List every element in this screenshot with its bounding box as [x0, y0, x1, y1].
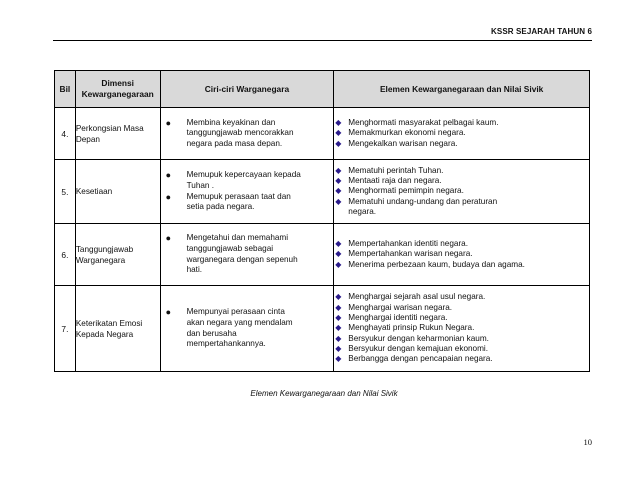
list-item-text-line: Menerima perbezaan kaum, budaya dan agama.: [348, 259, 525, 269]
list-item: [334, 354, 589, 364]
document-header-title: KSSR SEJARAH TAHUN 6: [491, 27, 592, 36]
list-item-text-line: Berbangga dengan pencapaian negara.: [348, 354, 493, 364]
dimension-text-line: Perkongsian Masa: [75, 123, 144, 133]
header-bil: Bil: [55, 71, 76, 108]
list-item-text-line: tanggungjawab sebagai: [186, 243, 274, 253]
bullet-circle-icon: ●: [165, 233, 172, 244]
list-item: [161, 307, 334, 349]
citizen-traits-list: [161, 170, 334, 212]
list-item-text-line: Menghargai sejarah asal usul negara.: [348, 292, 486, 302]
list-item: [334, 186, 589, 196]
civic-elements-cell: [334, 224, 590, 286]
civic-elements-list: [334, 292, 589, 364]
list-item-text-line: Mentaati raja dan negara.: [348, 176, 442, 186]
bullet-diamond-icon: ◆: [335, 354, 342, 364]
dimension-text-line: Warganegara: [75, 255, 126, 265]
bullet-diamond-icon: ◆: [335, 259, 342, 269]
civic-elements-list: [334, 166, 589, 217]
header-dimensi-line1: Dimensi: [101, 78, 134, 88]
list-item-text-line: Bersyukur dengan kemajuan ekonomi.: [348, 343, 489, 353]
dimension-cell: [75, 286, 160, 372]
list-item-text-line: Mengetahui dan memahami: [186, 233, 289, 243]
bullet-diamond-icon: ◆: [335, 249, 342, 259]
header-ciri: Ciri-ciri Warganegara: [160, 71, 334, 108]
dimension-text-line: Depan: [75, 134, 100, 144]
table-header-row: [55, 71, 590, 108]
dimension-text-line: Kepada Negara: [75, 329, 134, 339]
table-row: [55, 224, 590, 286]
list-item-text-line: Mempertahankan warisan negara.: [348, 249, 473, 259]
bullet-diamond-icon: ◆: [335, 323, 342, 333]
list-item: [334, 176, 589, 186]
list-item: [161, 233, 334, 275]
bullet-diamond-icon: ◆: [335, 313, 342, 323]
citizen-traits-list: [161, 233, 334, 275]
page-number: 10: [583, 437, 592, 447]
dimension-text-line: Keterikatan Emosi: [75, 318, 143, 328]
list-item-text-line: Tuhan .: [186, 180, 215, 190]
citizen-traits-list: [161, 307, 334, 349]
bullet-diamond-icon: ◆: [335, 343, 342, 353]
citizen-traits-cell: [160, 224, 334, 286]
list-item-text-line: Mempertahankan identiti negara.: [348, 239, 468, 249]
list-item-text-line: Mempunyai perasaan cinta: [186, 307, 285, 317]
list-item: [334, 323, 589, 333]
row-number: 6.: [55, 224, 76, 286]
dimension-cell: [75, 108, 160, 160]
bullet-diamond-icon: ◆: [335, 118, 342, 128]
header-divider: [53, 40, 592, 41]
list-item-text-line: Menghormati pemimpin negara.: [348, 186, 464, 196]
list-item-text-line: akan negara yang mendalam: [186, 317, 293, 327]
bullet-diamond-icon: ◆: [335, 165, 342, 175]
civic-elements-cell: [334, 286, 590, 372]
list-item-text-line: Menghargai warisan negara.: [348, 302, 453, 312]
list-item: [161, 170, 334, 191]
header-dimensi: [75, 71, 160, 108]
list-item-text-line: hati.: [186, 265, 203, 275]
list-item: [334, 344, 589, 354]
bullet-diamond-icon: ◆: [335, 128, 342, 138]
civic-elements-cell: [334, 160, 590, 224]
list-item: [334, 303, 589, 313]
table-body: [55, 108, 590, 372]
list-item-text-line: Bersyukur dengan keharmonian kaum.: [348, 333, 489, 343]
citizen-traits-cell: [160, 160, 334, 224]
header-elemen: Elemen Kewarganegaraan dan Nilai Sivik: [334, 71, 590, 108]
list-item-text-line: Membina keyakinan dan: [186, 117, 276, 127]
list-item: [334, 260, 589, 270]
list-item-text-line: setia pada negara.: [186, 202, 255, 212]
row-number: 5.: [55, 160, 76, 224]
bullet-circle-icon: ●: [165, 170, 172, 181]
list-item-text-line: Memakmurkan ekonomi negara.: [348, 128, 466, 138]
list-item-text-line: warganegara dengan sepenuh: [186, 254, 298, 264]
bullet-diamond-icon: ◆: [335, 292, 342, 302]
list-item: [334, 292, 589, 302]
civic-elements-cell: [334, 108, 590, 160]
list-item-text-line: Menghayati prinsip Rukun Negara.: [348, 323, 475, 333]
bullet-diamond-icon: ◆: [335, 302, 342, 312]
table-row: [55, 108, 590, 160]
dimension-text-line: Tanggungjawab: [75, 244, 134, 254]
bullet-diamond-icon: ◆: [335, 196, 342, 206]
list-item-text-line: tanggungjawab mencorakkan: [186, 128, 294, 138]
bullet-diamond-icon: ◆: [335, 176, 342, 186]
table-row: [55, 286, 590, 372]
list-item-text-line: Mematuhi perintah Tuhan.: [348, 165, 444, 175]
bullet-diamond-icon: ◆: [335, 239, 342, 249]
list-item: [161, 118, 334, 150]
civic-elements-list: [334, 239, 589, 270]
list-item-text-line: Memupuk perasaan taat dan: [186, 191, 291, 201]
list-item-text-line: Menghormati masyarakat pelbagai kaum.: [348, 118, 499, 128]
list-item-text-line: Menghargai identiti negara.: [348, 313, 448, 323]
row-number: 4.: [55, 108, 76, 160]
table-row: [55, 160, 590, 224]
dimension-text-line: Kesetiaan: [75, 187, 113, 196]
list-item: [161, 192, 334, 213]
bullet-circle-icon: ●: [165, 117, 172, 128]
header-dimensi-line2: Kewarganegaraan: [81, 89, 154, 99]
bullet-diamond-icon: ◆: [335, 138, 342, 148]
list-item-text-line: Mengekalkan warisan negara.: [348, 138, 458, 148]
list-item: [334, 139, 589, 149]
civic-elements-table: [54, 70, 590, 372]
dimension-cell: [75, 224, 160, 286]
citizen-traits-list: [161, 118, 334, 150]
list-item-text-line: Mematuhi undang-undang dan peraturan: [348, 196, 498, 206]
table-caption: Elemen Kewarganegaraan dan Nilai Sivik: [250, 389, 398, 398]
list-item: [334, 313, 589, 323]
list-item: [334, 118, 589, 128]
bullet-diamond-icon: ◆: [335, 186, 342, 196]
list-item-text-line: negara pada masa depan.: [186, 138, 283, 148]
bullet-diamond-icon: ◆: [335, 333, 342, 343]
list-item: [334, 334, 589, 344]
list-item: [334, 197, 589, 218]
bullet-circle-icon: ●: [165, 191, 172, 202]
civic-elements-list: [334, 118, 589, 149]
list-item-text-line: dan berusaha: [186, 328, 237, 338]
list-item-text-line: negara.: [348, 206, 377, 216]
bullet-circle-icon: ●: [165, 307, 172, 318]
citizen-traits-cell: [160, 286, 334, 372]
list-item: [334, 128, 589, 138]
list-item-text-line: Memupuk kepercayaan kepada: [186, 170, 301, 180]
row-number: 7.: [55, 286, 76, 372]
citizen-traits-cell: [160, 108, 334, 160]
list-item: [334, 249, 589, 259]
dimension-cell: [75, 160, 160, 224]
list-item: [334, 239, 589, 249]
list-item-text-line: mempertahankannya.: [186, 339, 266, 349]
list-item: [334, 166, 589, 176]
